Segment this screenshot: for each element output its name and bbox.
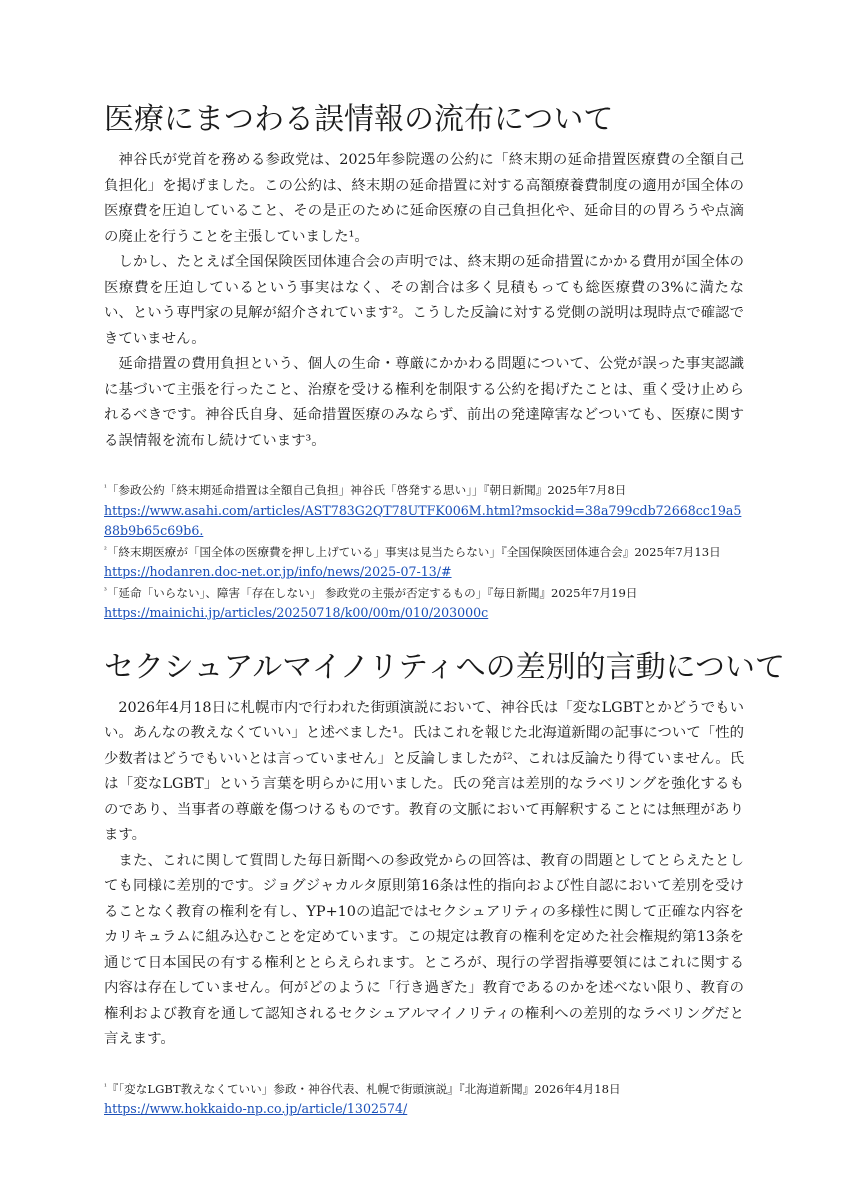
section-heading: 医療にまつわる誤情報の流布について: [104, 102, 614, 137]
paragraph: また、これに関して質問した毎日新聞への参政党からの回答は、教育の問題としてとらえたとしても同様に差別的です。ジョグジャカルタ原則第16条は性的指向および性自認において差別を受けることなく教育の権利を有し、YP+10の追記ではセクシュアリティの多様性に関して正確な内容をカリキュラムに組み込むことを定めています。この規定は教育の権利を定めた社会権規約第13条を通じて日本国民の有する権利ととらえられます。ところが、現行の学習指導要領にはこれに関する内容は存在していません。何がどのように「行き過ぎた」教育であるのかを述べない限り、教育の権利および教育を通して認知されるセクシュアルマイノリティの権利への差別的なラベリングだと言えます。: [104, 852, 744, 1047]
footnote-mark: ³: [104, 586, 107, 595]
footnote-source: $^{^1}$「参政公約「終末期延命措置は全額自己負担」神谷氏「啓発する思い」」『朝日新聞』2025年7月8日: [104, 483, 627, 497]
section-body: [104, 148, 744, 454]
paragraph: 延命措置の費用負担という、個人の生命・尊厳にかかわる問題について、公党が誤った事実認識に基づいて主張を行ったこと、治療を受ける権利を制限する公約を掲げたことは、重く受け止められるべきです。神谷氏自身、延命措置医療のみならず、前出の発達障害などついても、医療に関する誤情報を流布し続けています³。: [104, 356, 744, 449]
section-medical-misinformation: [104, 98, 744, 624]
footnote-mark: ¹: [104, 484, 107, 493]
footnote-link[interactable]: https://hodanren.doc-net.or.jp/info/news/2025-07-13/#: [104, 564, 452, 579]
footnote-link[interactable]: https://www.asahi.com/articles/AST783G2QT78UTFK006M.html?msockid=38a799cdb72668cc19a588b9b65c69b6.: [104, 502, 742, 538]
footnote-source: $^{^3}$「延命「いらない」、障害「存在しない」 参政党の主張が否定するもの」『毎日新聞』2025年7月19日: [104, 585, 638, 600]
section-body: [104, 696, 744, 1053]
paragraph: 神谷氏が党首を務める参政党は、2025年参院選の公約に「終末期の延命措置医療費の全額自己負担化」を掲げました。この公約は、終末期の延命措置に対する高額療養費制度の適用が国全体の医療費を圧迫していること、その是正のために延命医療の自己負担化や、延命目的の胃ろうや点滴の廃止を行うことを主張していました¹。: [104, 152, 744, 245]
footnotes: [104, 480, 744, 624]
footnote-source: $^{^1}$『「変なLGBT教えなくていい」参政・神谷代表、札幌で街頭演説』『北海道新聞』2026年4月18日: [104, 1081, 621, 1096]
footnotes: [104, 1079, 744, 1120]
footnote: [104, 1079, 744, 1120]
footnote-link[interactable]: https://mainichi.jp/articles/20250718/k00/00m/010/203000c: [104, 605, 489, 620]
footnote-mark: ²: [104, 545, 107, 554]
paragraph: 2026年4月18日に札幌市内で行われた街頭演説において、神谷氏は「変なLGBTとかどうでもいい。あんなの教えなくていい」と述べました¹。氏はこれを報じた北海道新聞の記事について「性的少数者はどうでもいいとは言っていません」と反論しましたが²、これは反論たり得ていません。氏は「変なLGBT」という言葉を明らかに用いました。氏の発言は差別的なラベリングを強化するものであり、当事者の尊厳を傷つけるものです。教育の文脈において再解釈することには無理があります。: [104, 699, 744, 843]
section-sexual-minority-discrimination: [104, 646, 785, 1120]
footnote: [104, 583, 744, 624]
footnote-link[interactable]: https://www.hokkaido-np.co.jp/article/1302574/: [104, 1101, 408, 1116]
footnote: [104, 480, 744, 542]
paragraph: しかし、たとえば全国保険医団体連合会の声明では、終末期の延命措置にかかる費用が国全体の医療費を圧迫しているという事実はなく、その割合は多く見積もっても総医療費の3%に満たない、という専門家の見解が紹介されています²。こうした反論に対する党側の説明は現時点で確認できていません。: [104, 254, 744, 347]
footnote-source: $^{^2}$「終末期医療が「国全体の医療費を押し上げている」事実は見当たらない」『全国保険医団体連合会』2025年7月13日: [104, 544, 721, 559]
document-page: [104, 98, 785, 1120]
section-heading: セクシュアルマイノリティへの差別的言動について: [104, 649, 785, 685]
footnote: [104, 542, 744, 583]
footnote-mark: ¹: [104, 1082, 107, 1091]
